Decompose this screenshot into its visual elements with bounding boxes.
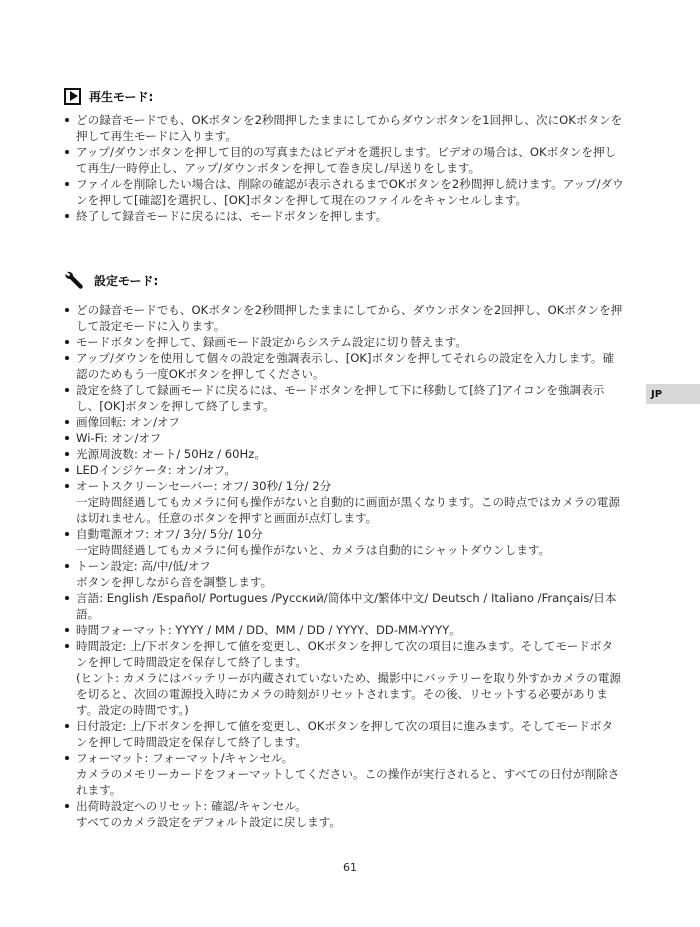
item-text: どの録音モードでも、OKボタンを2秒間押したままにしてから、ダウンボタンを2回押し、OKボタンを押して設定モードに入ります。 bbox=[76, 303, 623, 333]
item-text: LEDインジケータ: オン/オフ。 bbox=[76, 463, 236, 477]
item-detail: すべてのカメラ設定をデフォルト設定に戻します。 bbox=[76, 815, 341, 829]
list-item bbox=[64, 558, 624, 590]
list-item bbox=[64, 176, 624, 208]
list-item bbox=[64, 382, 624, 414]
item-text: 出荷時設定へのリセット: 確認/キャンセル。 bbox=[76, 799, 307, 813]
list-item bbox=[64, 414, 624, 430]
list-item bbox=[64, 478, 624, 526]
list-item bbox=[64, 718, 624, 750]
language-tab: JP bbox=[646, 384, 700, 404]
list-item bbox=[64, 526, 624, 558]
list-item bbox=[64, 462, 624, 478]
settings-mode-list bbox=[64, 302, 624, 830]
settings-mode-title: 設定モード: bbox=[94, 273, 159, 288]
list-item bbox=[64, 302, 624, 334]
item-text: アップ/ダウンを使用して個々の設定を強調表示し、[OK]ボタンを押してそれらの設定を入力します。確認のためもう一度OKボタンを押してください。 bbox=[76, 351, 615, 381]
item-detail: 一定時間経過してもカメラに何も操作がないと自動的に画面が黒くなります。この時点ではカメラの電源は切れません。任意のボタンを押すと画面が点灯します。 bbox=[76, 495, 620, 525]
list-item bbox=[64, 446, 624, 462]
item-text: 終了して録音モードに戻るには、モードボタンを押します。 bbox=[76, 209, 388, 223]
item-text: トーン設定: 高/中/低/オフ bbox=[76, 559, 211, 573]
item-detail: (ヒント: カメラにはバッテリーが内蔵されていないため、撮影中にバッテリーを取り外すかカメラの電源を切ると、次回の電源投入時にカメラの時刻がリセットされます。その後、リセットする必要があります。設定の時間です。) bbox=[76, 671, 621, 717]
list-item bbox=[64, 590, 624, 622]
item-text: 画像回転: オン/オフ bbox=[76, 415, 180, 429]
list-item bbox=[64, 350, 624, 382]
item-text: Wi-Fi: オン/オフ bbox=[76, 431, 162, 445]
playback-mode-heading bbox=[64, 84, 624, 108]
playback-mode-list bbox=[64, 112, 624, 224]
item-text: モードボタンを押して、録画モード設定からシステム設定に切り替えます。 bbox=[76, 335, 467, 349]
list-item bbox=[64, 112, 624, 144]
item-text: 時間設定: 上/下ボタンを押して値を変更し、OKボタンを押して次の項目に進みます。そしてモードボタンを押して時間設定を保存して終了します。 bbox=[76, 639, 613, 669]
list-item bbox=[64, 798, 624, 830]
item-detail: ボタンを押しながら音を調整します。 bbox=[76, 575, 273, 589]
list-item bbox=[64, 334, 624, 350]
item-text: 自動電源オフ: オフ/ 3分/ 5分/ 10分 bbox=[76, 527, 263, 541]
item-detail: 一定時間経過してもカメラに何も操作がないと、カメラは自動的にシャットダウンします。 bbox=[76, 543, 551, 557]
item-text: フォーマット: フォーマット/キャンセル。 bbox=[76, 751, 294, 765]
list-item bbox=[64, 144, 624, 176]
item-text: ファイルを削除したい場合は、削除の確認が表示されるまでOKボタンを2秒間押し続けます。アップ/ダウンを押して[確認]を選択し、[OK]ボタンを押して現在のファイルをキャンセルします。 bbox=[76, 177, 624, 207]
list-item bbox=[64, 208, 624, 224]
playback-mode-section bbox=[64, 84, 624, 224]
item-text: 言語: English /Español/ Portugues /Русский/简体中文/繁体中文/ Deutsch / Italiano /Français/日本語。 bbox=[76, 591, 617, 621]
list-item bbox=[64, 750, 624, 798]
playback-mode-title: 再生モード: bbox=[89, 89, 154, 104]
item-text: どの録音モードでも、OKボタンを2秒間押したままにしてからダウンボタンを1回押し、次にOKボタンを押して再生モードに入ります。 bbox=[76, 113, 623, 143]
settings-mode-heading bbox=[64, 268, 624, 292]
list-item bbox=[64, 622, 624, 638]
play-icon bbox=[64, 88, 81, 105]
list-item bbox=[64, 430, 624, 446]
item-text: 設定を終了して録画モードに戻るには、モードボタンを押して下に移動して[終了]アイコンを強調表示し、[OK]ボタンを押して終了します。 bbox=[76, 383, 605, 413]
list-item bbox=[64, 638, 624, 718]
item-text: 時間フォーマット: YYYY / MM / DD、MM / DD / YYYY、DD-MM-YYYY。 bbox=[76, 623, 461, 637]
item-text: 日付設定: 上/下ボタンを押して値を変更し、OKボタンを押して次の項目に進みます。そしてモードボタンを押して時間設定を保存して終了します。 bbox=[76, 719, 613, 749]
item-text: 光源周波数: オート/ 50Hz / 60Hz。 bbox=[76, 447, 266, 461]
item-text: オートスクリーンセーバー: オフ/ 30秒/ 1分/ 2分 bbox=[76, 479, 332, 493]
item-detail: カメラのメモリーカードをフォーマットしてください。この操作が実行されると、すべての日付が削除されます。 bbox=[76, 767, 620, 797]
item-text: アップ/ダウンボタンを押して目的の写真またはビデオを選択します。ビデオの場合は、OKボタンを押して再生/一時停止し、アップ/ダウンボタンを押して巻き戻し/早送りをします。 bbox=[76, 145, 617, 175]
page-number: 61 bbox=[343, 861, 357, 874]
wrench-icon bbox=[64, 270, 86, 290]
settings-mode-section bbox=[64, 268, 624, 830]
